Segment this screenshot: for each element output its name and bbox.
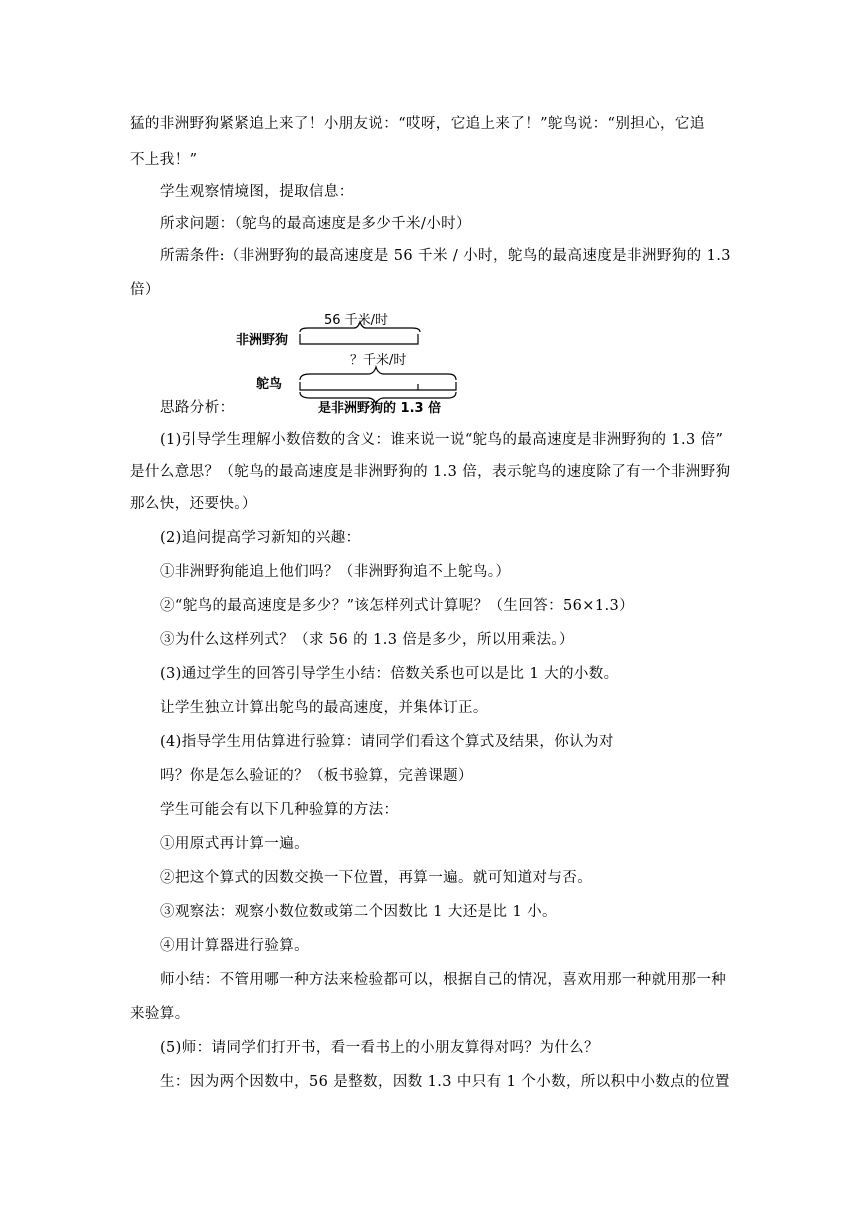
text-line: (5)师：请同学们打开书，看一看书上的小朋友算得对吗？为什么？ — [160, 1040, 599, 1056]
ostrich-speed-label: ？千米/时 — [350, 353, 407, 368]
text-line: 不上我！” — [130, 152, 198, 168]
text-line: (3)通过学生的回答引导学生小结：倍数关系也可以是比 1 大的小数。 — [160, 666, 619, 682]
ostrich-bar — [300, 382, 456, 390]
text-line: 师小结：不管用哪一种方法来检验都可以，根据自己的情况，喜欢用那一种就用那一种 — [160, 972, 727, 988]
text-line: 吗？你是怎么验证的？（板书验算，完善课题） — [160, 768, 473, 784]
text-line: 猛的非洲野狗紧紧追上来了！小朋友说：“哎呀，它追上来了！”鸵鸟说：“别担心，它追 — [130, 116, 705, 132]
text-line: ②“鸵鸟的最高速度是多少？”该怎样列式计算呢？（生回答：56×1.3） — [160, 598, 634, 614]
speed-diagram — [230, 304, 470, 414]
text-line: ①用原式再计算一遍。 — [160, 836, 309, 852]
dog-speed-label: 56 千米/时 — [324, 313, 389, 328]
relation-label: 是非洲野狗的 1.3 倍 — [318, 401, 442, 414]
dog-bar — [300, 334, 418, 344]
text-line: ③观察法：观察小数位数或第二个因数比 1 大还是比 1 小。 — [160, 904, 557, 920]
ostrich-label: 鸵鸟 — [256, 377, 283, 392]
text-line: 来验算。 — [130, 1006, 190, 1022]
text-line: ③为什么这样列式？（求 56 的 1.3 倍是多少，所以用乘法。） — [160, 632, 574, 648]
text-line: 学生可能会有以下几种验算的方法： — [160, 802, 399, 818]
text-line: ②把这个算式的因数交换一下位置，再算一遍。就可知道对与否。 — [160, 870, 593, 886]
text-line: 是什么意思？（鸵鸟的最高速度是非洲野狗的 1.3 倍，表示鸵鸟的速度除了有一个非洲野狗 — [130, 464, 731, 480]
text-line: 学生观察情境图，提取信息： — [160, 184, 354, 200]
text-line: 倍） — [130, 282, 160, 298]
text-line: 生：因为两个因数中，56 是整数，因数 1.3 中只有 1 个小数，所以积中小数点的位置 — [160, 1074, 730, 1090]
text-line: 思路分析： — [160, 400, 235, 416]
text-line: 所需条件:（非洲野狗的最高速度是 56 千米 / 小时，鸵鸟的最高速度是非洲野狗的 1.3 — [160, 248, 731, 264]
text-line: 那么快，还要快。） — [130, 496, 257, 512]
dog-label: 非洲野狗 — [236, 333, 289, 348]
text-line: ①非洲野狗能追上他们吗？（非洲野狗追不上鸵鸟。） — [160, 564, 511, 580]
text-line: 让学生独立计算出鸵鸟的最高速度，并集体订正。 — [160, 700, 488, 716]
text-line: (4)指导学生用估算进行验算：请同学们看这个算式及结果，你认为对 — [160, 734, 614, 750]
text-line: (2)追问提高学习新知的兴趣： — [160, 530, 361, 546]
text-line: (1)引导学生理解小数倍数的含义：谁来说一说“鸵鸟的最高速度是非洲野狗的 1.3 倍” — [160, 432, 724, 448]
ostrich-brace — [300, 367, 456, 380]
text-line: ④用计算器进行验算。 — [160, 938, 309, 954]
text-line: 所求问题：（鸵鸟的最高速度是多少千米/小时） — [160, 216, 471, 232]
